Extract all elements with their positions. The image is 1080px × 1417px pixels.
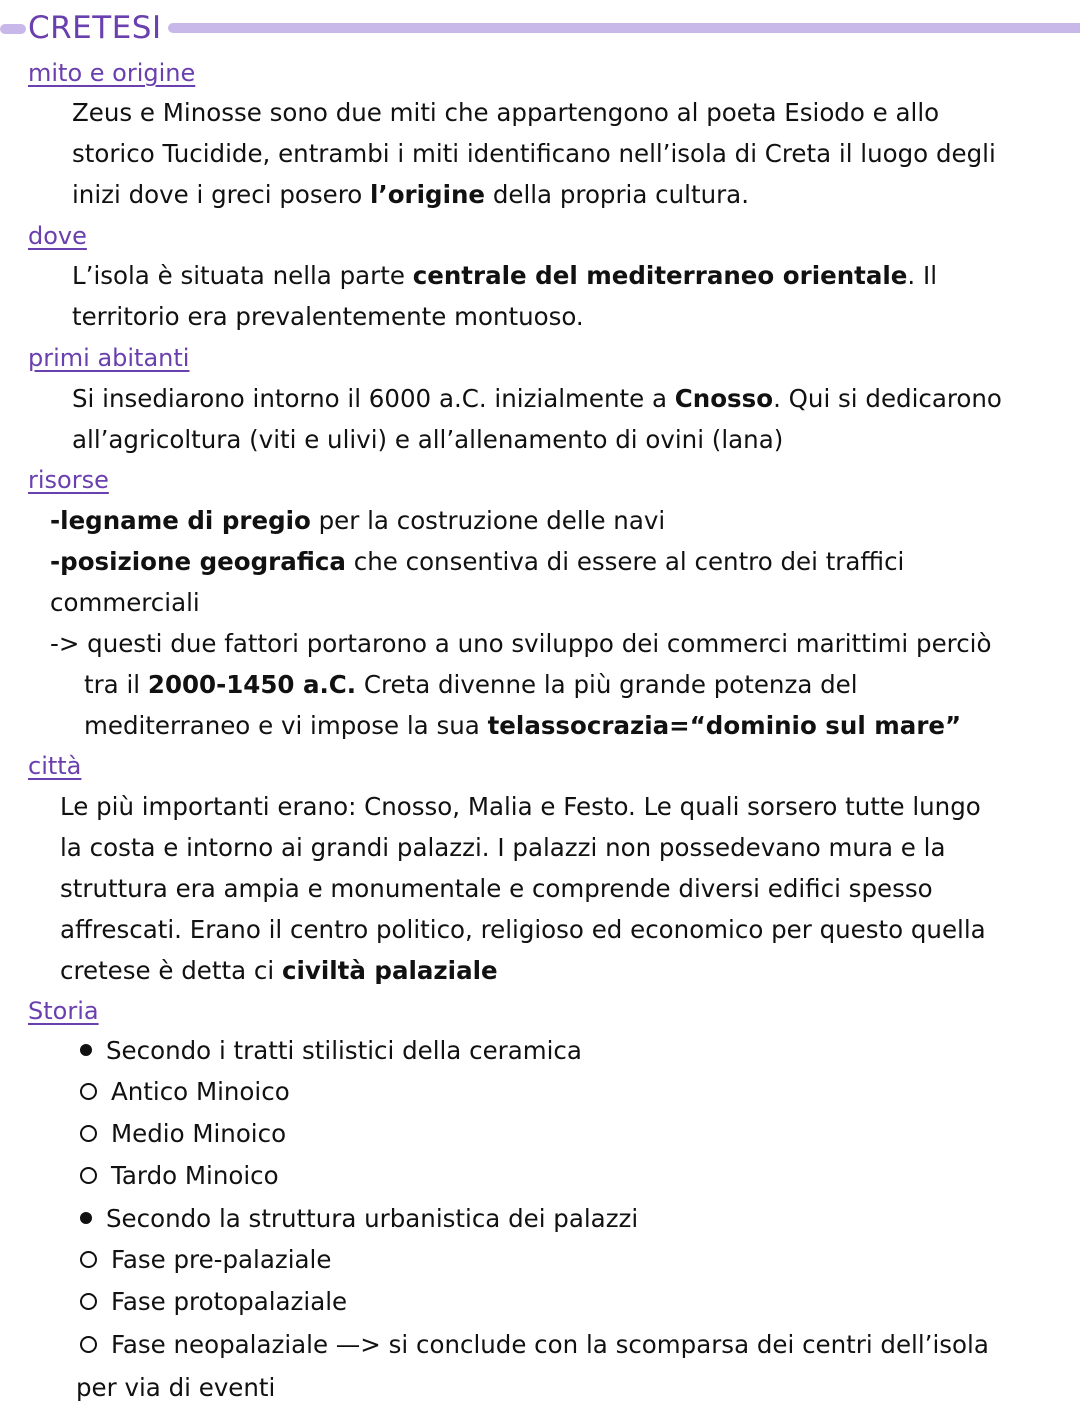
heading-risorse: risorse xyxy=(28,466,109,494)
circle-bullet-icon xyxy=(80,1336,97,1353)
list-item: Fase protopalaziale xyxy=(80,1283,347,1321)
bold-legname: -legname di pregio xyxy=(50,506,311,535)
bold-date: 2000-1450 a.C. xyxy=(147,670,357,699)
mito-line-2: storico Tucidide, entrambi i miti identificano nell’isola di Creta il luogo degli xyxy=(72,139,996,168)
bold-telassocrazia: telassocrazia=“dominio sul mare” xyxy=(487,711,962,740)
abitanti-line-1: Si insediarono intorno il 6000 a.C. inizialmente a Cnosso. Qui si dedicarono xyxy=(72,384,1002,413)
citta-line-1: Le più importanti erano: Cnosso, Malia e Festo. Le quali sorsero tutte lungo xyxy=(60,792,981,821)
circle-bullet-icon xyxy=(80,1125,97,1142)
list-item: Tardo Minoico xyxy=(80,1157,279,1195)
bold-civilta-palaziale: civiltà palaziale xyxy=(281,956,498,985)
list-item: Secondo la struttura urbanistica dei palazzi xyxy=(80,1200,638,1238)
list-item: Antico Minoico xyxy=(80,1073,290,1111)
title-decoration-left xyxy=(0,24,26,34)
citta-line-5: cretese è detta ci civiltà palaziale xyxy=(60,956,498,985)
list-item: Secondo i tratti stilistici della ceramica xyxy=(80,1032,582,1070)
risorse-line-3: commerciali xyxy=(50,588,200,617)
risorse-line-6: mediterraneo e vi impose la sua telassocrazia=“dominio sul mare” xyxy=(84,711,962,740)
bullet-dot-icon xyxy=(80,1044,92,1056)
mito-line-3: inizi dove i greci posero l’origine della propria cultura. xyxy=(72,180,749,209)
circle-bullet-icon xyxy=(80,1083,97,1100)
list-item: Fase pre-palaziale xyxy=(80,1241,331,1279)
heading-dove: dove xyxy=(28,222,87,250)
citta-line-2: la costa e intorno ai grandi palazzi. I palazzi non possedevano mura e la xyxy=(60,833,946,862)
bullet-dot-icon xyxy=(80,1212,92,1224)
risorse-line-1: -legname di pregio per la costruzione delle navi xyxy=(50,506,666,535)
dove-line-1: L’isola è situata nella parte centrale del mediterraneo orientale. Il xyxy=(72,261,938,290)
risorse-line-5: tra il 2000-1450 a.C. Creta divenne la più grande potenza del xyxy=(84,670,858,699)
circle-bullet-icon xyxy=(80,1167,97,1184)
bold-origine: l’origine xyxy=(370,180,486,209)
title-decoration-right xyxy=(168,23,1080,33)
risorse-line-4: -> questi due fattori portarono a uno sviluppo dei commerci marittimi perciò xyxy=(50,629,992,658)
citta-line-4: affrescati. Erano il centro politico, religioso ed economico per questo quella xyxy=(60,915,986,944)
heading-citta: città xyxy=(28,752,82,780)
bold-posizione: -posizione geografica xyxy=(50,547,346,576)
bold-cnosso: Cnosso xyxy=(674,384,774,413)
risorse-line-2: -posizione geografica che consentiva di essere al centro dei traffici xyxy=(50,547,905,576)
mito-line-1: Zeus e Minosse sono due miti che appartengono al poeta Esiodo e allo xyxy=(72,98,940,127)
list-item-continuation: per via di eventi xyxy=(76,1373,276,1402)
heading-storia: Storia xyxy=(28,997,99,1025)
title-row xyxy=(0,6,1080,50)
list-item: Medio Minoico xyxy=(80,1115,286,1153)
dove-line-2: territorio era prevalentemente montuoso. xyxy=(72,302,584,331)
circle-bullet-icon xyxy=(80,1293,97,1310)
page-title: CRETESI xyxy=(28,10,162,46)
abitanti-line-2: all’agricoltura (viti e ulivi) e all’allenamento di ovini (lana) xyxy=(72,425,784,454)
citta-line-3: struttura era ampia e monumentale e comprende diversi edifici spesso xyxy=(60,874,933,903)
heading-primi-abitanti: primi abitanti xyxy=(28,344,190,372)
bold-centrale-mediterraneo: centrale del mediterraneo orientale xyxy=(412,261,908,290)
list-item: Fase neopalaziale —> si conclude con la scomparsa dei centri dell’isola xyxy=(80,1326,989,1364)
circle-bullet-icon xyxy=(80,1251,97,1268)
heading-mito-e-origine: mito e origine xyxy=(28,59,196,87)
